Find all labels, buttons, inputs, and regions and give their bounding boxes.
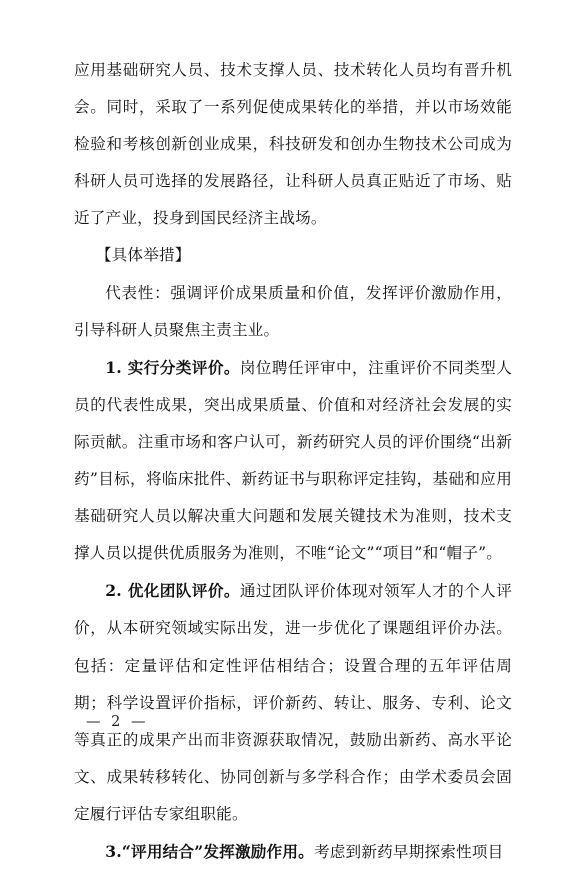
paragraph-text: 应用基础研究人员、技术支撑人员、技术转化人员均有晋升机会。同时，采取了一系列促使成果转化的举措，并以市场效能检验和考核创新创业成果，科技研发和创办生物技术公司成为科研人员可选择的发展路径，让科研人员真正贴近了市场、贴近了产业，投身到国民经济主战场。 (74, 61, 512, 228)
item-1-paragraph (74, 349, 512, 573)
item-1-body: 岗位聘任评审中，注重评价不同类型人员的代表性成果，突出成果质量、价值和对经济社会发展的实际贡献。注重市场和客户认可，新药研究人员的评价围绕“出新药”目标，将临床批件、新药证书与职称评定挂钩，基础和应用基础研究人员以解决重大问题和发展关键技术为准则，技术支撑人员以提供优质服务为准则，不唯“论文”“项目”和“帽子”。 (74, 358, 512, 563)
document-body (74, 52, 512, 871)
intro-text: 代表性：强调评价成果质量和价值，发挥评价激励作用，引导科研人员聚焦主责主业。 (74, 283, 512, 339)
item-3-paragraph (74, 833, 512, 871)
item-2-paragraph (74, 572, 512, 833)
page-number: — 2 — (86, 714, 149, 730)
paragraph-continuation (74, 52, 512, 237)
item-2-body: 通过团队评价体现对领军人才的个人评价，从本研究领域实际出发，进一步优化了课题组评价办法。包括：定量评估和定性评估相结合；设置合理的五年评估周期；科学设置评价指标，评价新药、转让、服务、专利、论文等真正的成果产出而非资源获取情况，鼓励出新药、高水平论文、成果转移转化、协同创新与多学科合作；由学术委员会固定履行评估专家组职能。 (74, 582, 512, 823)
item-1-title: 1. 实行分类评价。 (105, 357, 240, 377)
item-3-title: 3.“评用结合”发挥激励作用。 (105, 841, 314, 861)
item-2-title: 2. 优化团队评价。 (105, 581, 240, 601)
item-3-body: 考虑到新药早期探索性项目 (313, 842, 504, 861)
section-heading-text: 【具体举措】 (95, 246, 191, 265)
section-heading (74, 237, 512, 274)
intro-paragraph (74, 275, 512, 349)
